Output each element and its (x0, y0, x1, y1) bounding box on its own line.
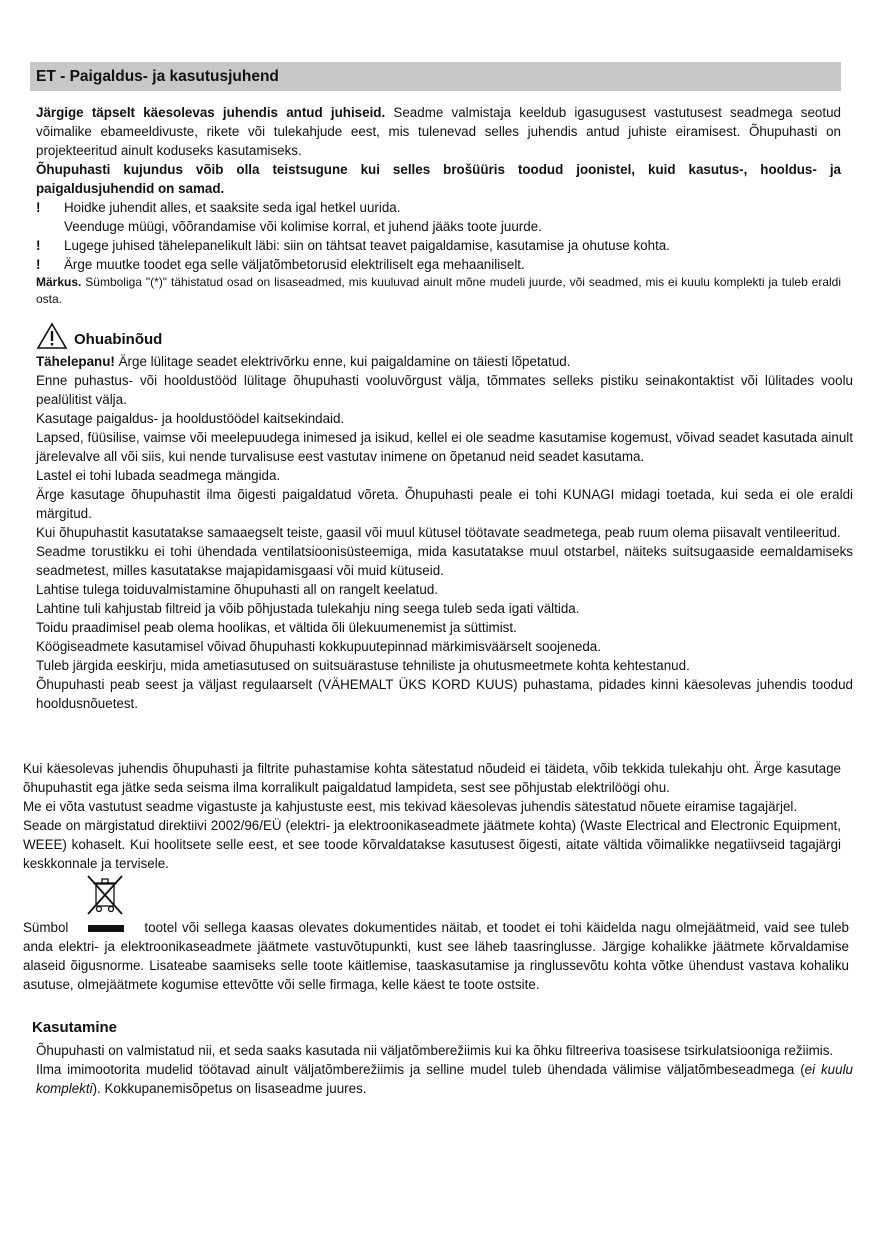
usage-text: Ilma imimootorita mudelid töötavad ainult väljatõmberežiimis ja selline mudel tuleb ühendada välimise väljatõmbeseadmega ( (36, 1062, 805, 1077)
list-item-continuation: Veenduge müügi, võõrandamise või kolimise korral, et juhend jääks toote juurde. (64, 219, 542, 234)
safety-heading (36, 322, 286, 352)
page-title: ET - Paigaldus- ja kasutusjuhend (36, 68, 279, 85)
weee-section (23, 918, 849, 994)
attention-label: Tähelepanu! (36, 354, 115, 369)
usage-title: Kasutamine (32, 1019, 118, 1036)
general-paragraph: Seade on märgistatud direktiivi 2002/96/EÜ (elektri- ja elektroonikaseadmete jäätmete kohta) (Waste Electrical and Electronic Equipment, WEEE) kohaselt. Kui hoolitsete selle eest, et see toode kõrvaldatakse kasutusest õigesti, aitate vältida võimalikke negatiivseid tagajärgi keskkonnale ja tervisele. (23, 818, 841, 871)
general-section (23, 759, 841, 873)
attention-text: Ärge lülitage seadet elektrivõrku enne, kui paigaldamine on täiesti lõpetatud. (118, 354, 571, 369)
general-paragraph: Me ei võta vastutust seadme vigastuste ja kahjustuste eest, mis tekivad käesolevas juhendis sätestatud nõuete eiramise tagajärjel. (23, 799, 798, 814)
usage-italic: ei kuulu komplekti (36, 1062, 853, 1096)
weee-bin-icon (84, 872, 126, 918)
safety-paragraph: Toidu praadimisel peab olema hoolikas, et vältida õli ülekuumenemist ja süttimist. (36, 620, 517, 635)
list-item (36, 236, 841, 255)
intro-section (36, 103, 841, 308)
safety-paragraph: Seadme torustikku ei tohi ühendada ventilatsioonisüsteemiga, mida kasutatakse muul otstarbel, näiteks suitsugaaside eemaldamiseks seadmetest, milles kasutatakse majapidamisgaasi või muid kütuseid. (36, 544, 853, 578)
list-item (36, 255, 841, 274)
safety-paragraph: Lahtise tulega toiduvalmistamine õhupuhasti all on rangelt keelatud. (36, 582, 438, 597)
note-paragraph (36, 274, 841, 308)
usage-section (36, 1041, 853, 1098)
safety-paragraph: Kui õhupuhastit kasutatakse samaaegselt teiste, gaasil või muul kütusel töötavate seadmetega, peab ruum olema piisavalt ventileeritud. (36, 525, 841, 540)
safety-paragraph: Tuleb järgida eeskirju, mida ametiasutused on suitsuärastuse tehniliste ja ohutusmeetmete kohta kehtestanud. (36, 658, 690, 673)
safety-paragraph: Lastel ei tohi lubada seadmega mängida. (36, 468, 281, 483)
weee-symbol-label: Sümbol (23, 920, 69, 935)
safety-section (36, 352, 853, 713)
safety-paragraph: Lapsed, füüsilise, vaimse või meelepuudega inimesed ja isikud, kellel ei ole seadme kasutamise kogemust, võivad seadet kasutada ainult järelevalve all või siis, kui nende turvalisuse eest vastutav inimene on õpetanud neid seadet kasutama. (36, 430, 853, 464)
warning-triangle-icon (36, 322, 68, 350)
exclamation-icon: ! (36, 257, 41, 272)
general-paragraph: Kui käesolevas juhendis õhupuhasti ja filtrite puhastamise kohta sätestatud nõudeid ei täideta, võib tekkida tulekahju oht. Ärge kasutage õhupuhastit ega jätke seda seisma ilma korralikult paigaldatud lampideta, sest see põhjustab elektrilöögi ohu. (23, 761, 841, 795)
safety-paragraph: Ärge kasutage õhupuhastit ilma õigesti paigaldatud võreta. Õhupuhasti peale ei tohi KUNAGI midagi toetada, kui seda ei ole eraldi märgitud. (36, 487, 853, 521)
safety-paragraph: Lahtine tuli kahjustab filtreid ja võib põhjustada tulekahju ning seega tuleb seda igati vältida. (36, 601, 580, 616)
attention-paragraph (36, 352, 853, 371)
usage-text: ). Kokkupanemisõpetus on lisaseadme juures. (92, 1081, 367, 1096)
section-header-bar (30, 62, 841, 91)
list-item (36, 198, 841, 217)
safety-paragraph: Enne puhastus- või hooldustööd lülitage õhupuhasti vooluvõrgust välja, tõmmates selleks pistiku seinakontaktist või lülitades voolu pealülitist välja. (36, 373, 853, 407)
exclamation-icon: ! (36, 200, 41, 215)
weee-bar-icon (88, 925, 124, 932)
list-item-text: Hoidke juhendit alles, et saaksite seda igal hetkel uurida. (64, 200, 401, 215)
note-label: Märkus. (36, 275, 82, 289)
intro-text: Seadme valmistaja keeldub igasugusest vastutusest seadmega seotud võimalike ebameeldivuste, rikete või tulekahjude eest, mis tulenevad selles juhendis antud juhiste eiramisest. Õhupuhasti on projekteeritud ainult koduseks kasutamiseks. (36, 105, 841, 158)
intro-paragraph (36, 103, 841, 160)
intro-lead: Järgige täpselt käesolevas juhendis antud juhiseid. (36, 105, 386, 120)
usage-paragraph (36, 1060, 853, 1098)
design-note: Õhupuhasti kujundus võib olla teistsugune kui selles brošüüris toodud joonistel, kuid kasutus-, hooldus- ja paigaldusjuhendid on samad. (36, 162, 841, 196)
usage-paragraph: Õhupuhasti on valmistatud nii, et seda saaks kasutada nii väljatõmberežiimis kui ka õhku filtreeriva toasisese tsirkulatsiooniga režiimis. (36, 1043, 834, 1058)
safety-paragraph: Kasutage paigaldus- ja hooldustöödel kaitsekindaid. (36, 411, 345, 426)
exclamation-icon: ! (36, 238, 41, 253)
list-item-text: Lugege juhised tähelepanelikult läbi: siin on tähtsat teavet paigaldamise, kasutamise ja ohutuse kohta. (64, 238, 670, 253)
weee-paragraph (23, 918, 849, 994)
safety-paragraph: Õhupuhasti peab seest ja väljast regulaarselt (VÄHEMALT ÜKS KORD KUUS) puhastama, pidades kinni käesolevas juhendis toodud hooldusnõuetest. (36, 677, 853, 711)
safety-title: Ohuabinõud (74, 331, 163, 348)
note-text: Sümboliga "(*)" tähistatud osad on lisaseadmed, mis kuuluvad ainult mõne mudeli juurde, või seadmed, mis ei kuulu komplekti ja tuleb eraldi osta. (36, 275, 841, 306)
list-item-text: Ärge muutke toodet ega selle väljatõmbetorusid elektriliselt ega mehaaniliselt. (64, 257, 525, 272)
safety-paragraph: Köögiseadmete kasutamisel võivad õhupuhasti kokkupuutepinnad märkimisväärselt soojeneda. (36, 639, 601, 654)
weee-text: tootel või sellega kaasas olevates dokumentides näitab, et toodet ei tohi käidelda nagu olmejäätmeid, vaid see tuleb anda elektri- ja elektroonikaseadmete jäätmete vastuvõtupunkti, kust see läheb taasringlusse. Järgige kohalikke jäätmete kõrvaldamise alaseid õigusnorme. Lisateabe saamiseks selle toote käitlemise, taaskasutamise ja ringlussevõtu kohta võtke ühendust vastava kohaliku asutuse, olmejäätmete kogumise ettevõtte või selle firmaga, kelle käest te toote ostsite. (23, 920, 849, 992)
